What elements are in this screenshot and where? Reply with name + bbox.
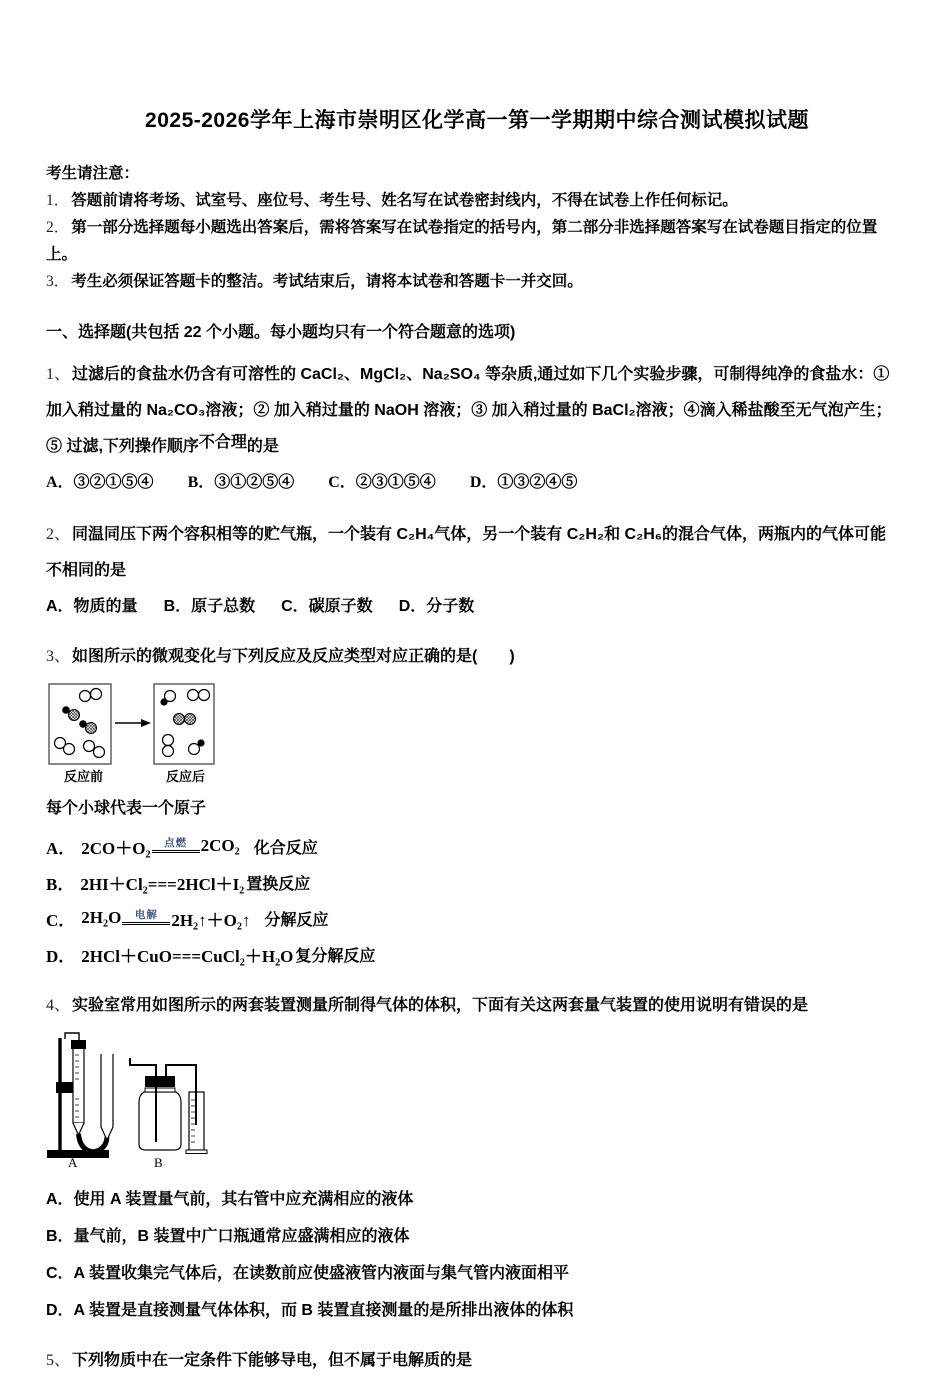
- equation: 2HI＋Cl₂===2HCl＋I₂: [80, 874, 245, 894]
- stem-emphasis: 不合理: [198, 434, 247, 451]
- page-title: 2025-2026学年上海市崇明区化学高一第一学期期中综合测试模拟试题: [145, 109, 809, 132]
- reaction-type: 置换反应: [246, 875, 311, 893]
- question-number: 4、: [46, 997, 71, 1014]
- notice-item-number: 2．: [46, 219, 70, 236]
- reaction-condition: [152, 839, 200, 853]
- notice-item-text: 第一部分选择题每小题选出答案后，需将答案写在试卷指定的括号内，第二部分非选择题答案写在试卷题目指定的位置上。: [46, 219, 878, 263]
- question-2-options: [46, 589, 908, 625]
- figure-caption: 每个小球代表一个原子: [46, 800, 207, 817]
- stem-text: 实验室常用如图所示的两套装置测量所制得气体的体积，下面有关这两套量气装置的使用说明有错误的是: [72, 997, 809, 1014]
- reaction-type: 分解反应: [264, 911, 329, 929]
- stem-text: 加入稍过量的 Na₂CO₃溶液；② 加入稍过量的 NaOH 溶液；③ 加入稍过量的 BaCl₂溶液；④滴入稀盐酸至无气泡产生；: [46, 402, 892, 419]
- equation-right: 2CO₂: [200, 836, 240, 855]
- option-b: [46, 864, 908, 900]
- option-d: D．分子数: [398, 598, 475, 615]
- double-equals-line: [122, 922, 170, 925]
- notice-item: [46, 187, 908, 214]
- option-a: A．物质的量: [46, 598, 138, 615]
- question-5-stem: [46, 1343, 908, 1379]
- option-d: D．①③②④⑤: [469, 474, 578, 491]
- stem-text: 如图所示的微观变化与下列反应及反应类型对应正确的是( ): [72, 648, 515, 665]
- option-b: B．量气前，B 装置中广口瓶通常应盛满相应的液体: [46, 1228, 410, 1245]
- double-equals-line: [152, 850, 200, 853]
- notice-item: [46, 268, 908, 295]
- apparatus-a-label: A: [68, 1155, 78, 1170]
- question-1-stem-line: [46, 357, 908, 393]
- gas-measuring-apparatus-diagram: [46, 1030, 908, 1175]
- notice-item-text: 答题前请将考场、试室号、座位号、考生号、姓名写在试卷密封线内，不得在试卷上作任何标记。: [71, 192, 738, 209]
- option-a: A．使用 A 装置量气前，其右管中应充满相应的液体: [46, 1191, 414, 1208]
- condition-label: 点燃: [164, 837, 188, 850]
- after-reaction-label: 反应后: [166, 769, 206, 784]
- section-heading: 一、选择题(共包括 22 个小题。每小题均只有一个符合题意的选项): [46, 324, 516, 341]
- option-d: D．A 装置是直接测量气体体积，而 B 装置直接测量的是所排出液体的体积: [46, 1302, 574, 1319]
- option-letter: D．: [46, 946, 76, 966]
- notice-heading: 考生请注意：: [46, 165, 140, 182]
- reaction-type: 化合反应: [253, 839, 318, 857]
- question-5: [46, 1343, 908, 1379]
- apparatus-b-label: B: [154, 1155, 163, 1170]
- question-number: 5、: [46, 1352, 71, 1369]
- option-c: C．A 装置收集完气体后，在读数前应使盛液管内液面与集气管内液面相平: [46, 1265, 569, 1282]
- question-3-stem: [46, 639, 908, 675]
- question-2-stem-line: [46, 553, 908, 589]
- question-number: 2、: [46, 526, 71, 543]
- condition-label: 电解: [134, 909, 158, 922]
- reaction-condition: [122, 911, 170, 925]
- notice-item-number: 1．: [46, 192, 70, 209]
- question-1-stem-line: [46, 429, 908, 465]
- question-number: 1、: [46, 366, 71, 383]
- notice-block: [46, 160, 908, 295]
- question-3: [46, 639, 908, 972]
- option-c: C．②③①⑤④: [328, 474, 436, 491]
- option-letter: C．: [46, 910, 76, 930]
- option-a: A．③②①⑤④: [46, 474, 154, 491]
- question-2: [46, 517, 908, 625]
- question-3-options: [46, 828, 908, 972]
- stem-text: 过滤后的食盐水仍含有可溶性的 CaCl₂、MgCl₂、Na₂SO₄ 等杂质,通过如下几个实验步骤，可制得纯净的食盐水：①: [72, 366, 890, 383]
- reaction-type: 复分解反应: [295, 947, 376, 965]
- option-c: [46, 900, 908, 936]
- reaction-micro-diagram: [46, 681, 908, 792]
- question-1: [46, 357, 908, 501]
- option-letter: A．: [46, 838, 76, 858]
- stem-text: 不相同的是: [46, 562, 127, 579]
- stem-text: 下列物质中在一定条件下能够导电，但不属于电解质的是: [72, 1352, 473, 1369]
- notice-item-text: 考生必须保证答题卡的整洁。考试结束后，请将本试卷和答题卡一并交回。: [71, 273, 583, 290]
- equation-left: 2CO＋O₂: [81, 838, 151, 858]
- reaction-diagram-svg: [46, 681, 268, 787]
- equation-left: 2H₂O: [81, 908, 122, 927]
- stem-text: ⑤ 过滤,下列操作顺序: [46, 438, 199, 455]
- equation-right: 2H₂↑＋O₂↑: [171, 910, 251, 930]
- option-b: B．原子总数: [163, 598, 256, 615]
- option-a: [46, 828, 908, 864]
- apparatus-svg: [46, 1030, 216, 1170]
- question-1-stem-line: [46, 393, 908, 429]
- stem-text: 同温同压下两个容积相等的贮气瓶，一个装有 C₂H₄气体，另一个装有 C₂H₂和 C₂H₆的混合气体，两瓶内的气体可能: [72, 526, 887, 543]
- question-4-options: [46, 1181, 908, 1329]
- question-1-options: [46, 465, 908, 501]
- question-4: [46, 988, 908, 1329]
- notice-item-number: 3．: [46, 273, 70, 290]
- stem-text: 的是: [246, 438, 279, 455]
- question-number: 3、: [46, 648, 71, 665]
- option-c: C．碳原子数: [281, 598, 373, 615]
- option-b: B．③①②⑤④: [187, 474, 295, 491]
- notice-item: [46, 214, 908, 268]
- option-letter: B．: [46, 874, 75, 894]
- option-d: [46, 936, 908, 972]
- question-2-stem-line: [46, 517, 908, 553]
- before-reaction-label: 反应前: [64, 769, 104, 784]
- question-4-stem: [46, 988, 908, 1024]
- equation: 2HCl＋CuO===CuCl₂＋H₂O: [81, 946, 294, 966]
